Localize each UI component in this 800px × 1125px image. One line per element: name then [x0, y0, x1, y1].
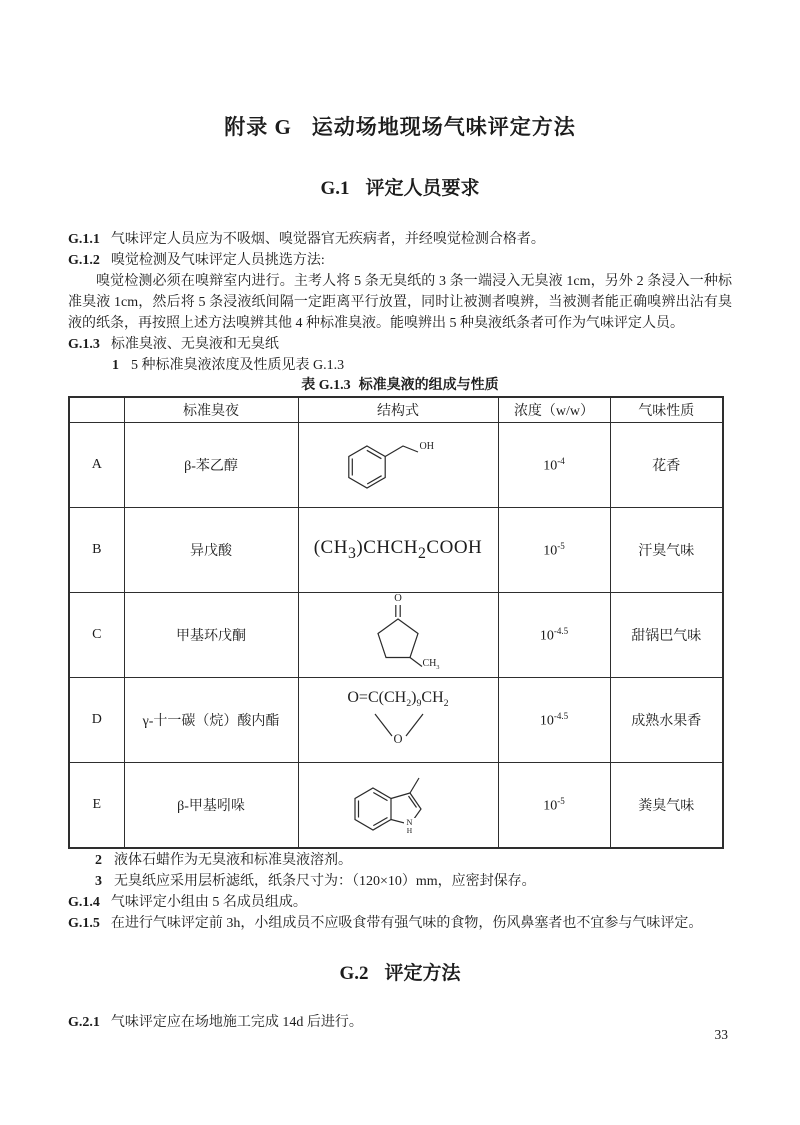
clause-g11-text: 气味评定人员应为不吸烟、嗅觉器官无疾病者，并经嗅觉检测合格者。	[110, 232, 545, 247]
list-item-1-text: 5 种标准臭液浓度及性质见表 G.1.3	[131, 358, 345, 373]
row-letter: A	[69, 423, 124, 508]
list-item-3-number: 3	[95, 874, 102, 889]
clause-g14-label: G.1.4	[68, 895, 100, 910]
table-row	[69, 763, 723, 849]
row-letter: E	[69, 763, 124, 849]
appendix-name: 运动场地现场气味评定方法	[311, 115, 576, 139]
row-letter: B	[69, 508, 124, 593]
row-odor: 汗臭气味	[610, 508, 723, 593]
list-item-3	[68, 871, 732, 892]
section-g1-body	[68, 229, 732, 376]
benzene-ring-drawing	[299, 423, 497, 507]
row-structure-cell	[298, 423, 498, 508]
row-odor: 花香	[610, 423, 723, 508]
row-odor: 粪臭气味	[610, 763, 723, 849]
row-odor: 甜锅巴气味	[610, 593, 723, 678]
row-letter: C	[69, 593, 124, 678]
nitrogen-label: N	[404, 818, 416, 827]
row-name: β-甲基吲哚	[124, 763, 298, 849]
clause-g12	[68, 250, 732, 271]
conc-exponent: -4	[557, 455, 565, 466]
row-concentration	[498, 423, 610, 508]
row-concentration	[498, 508, 610, 593]
row-structure-cell	[298, 593, 498, 678]
header-cell-blank	[69, 397, 124, 423]
clause-g15-text: 在进行气味评定前 3h，小组成员不应吸食带有强气味的食物，伤风鼻塞者也不宜参与气味评定。	[110, 916, 703, 931]
clause-g15	[68, 913, 732, 934]
conc-exponent: -5	[557, 795, 565, 806]
table-row	[69, 678, 723, 763]
cyclopentanone-ring-drawing	[299, 593, 497, 677]
list-item-3-text: 无臭纸应采用层析滤纸，纸条尺寸为：（120×10）mm，应密封保存。	[114, 874, 536, 889]
conc-base: 10	[539, 713, 554, 729]
methyl-label: $CH_3$	[422, 658, 440, 671]
row-name: 异戊酸	[124, 508, 298, 593]
row-structure-cell	[298, 678, 498, 763]
page-number: 33	[714, 1027, 728, 1042]
clause-g12-text: 嗅觉检测及气味评定人员挑选方法:	[110, 253, 325, 268]
clause-g13-text: 标准臭液、无臭液和无臭纸	[110, 337, 279, 352]
section-g2-heading	[68, 961, 732, 987]
conc-exponent: -4.5	[553, 625, 569, 636]
section-g1-heading	[68, 176, 732, 202]
clause-g21	[68, 1012, 732, 1033]
page-content	[68, 0, 732, 1033]
table-row	[69, 508, 723, 593]
clause-g11-label: G.1.1	[68, 232, 100, 247]
clause-g11	[68, 229, 732, 250]
row-name: γ-十一碳（烷）酸内酯	[124, 678, 298, 763]
table-caption	[68, 376, 732, 396]
structure-isovaleric-acid-formula: $(CH_3)CHCH_2COOH$	[313, 537, 483, 562]
list-item-2-number: 2	[95, 853, 102, 868]
header-cell-concentration: 浓度（w/w）	[498, 397, 610, 423]
standard-odor-table	[68, 396, 724, 849]
row-letter: D	[69, 678, 124, 763]
clause-g21-label: G.2.1	[68, 1015, 100, 1030]
clause-g12-paragraph: 嗅觉检测必须在嗅辩室内进行。主考人将 5 条无臭纸的 3 条一端浸入无臭液 1cm，另外 2 条浸入一种标准臭液 1cm，然后将 5 条浸液纸间隔一定距离平行放置，同时让被测者嗅辨，当被测者能正确嗅辨出沾有臭液的纸条，再按照上述方法嗅辨其他 4 种标准臭液。能嗅辨出 5 种臭液纸条者可作为气味评定人员。	[68, 274, 732, 331]
table-row	[69, 593, 723, 678]
conc-base: 10	[539, 628, 554, 644]
list-item-1	[68, 355, 732, 376]
conc-base: 10	[543, 543, 558, 559]
structure-skatole	[299, 763, 498, 847]
section-g2-body	[68, 1012, 732, 1033]
row-concentration	[498, 593, 610, 678]
table-header-row	[69, 397, 723, 423]
row-odor: 成熟水果香	[610, 678, 723, 763]
clause-g15-label: G.1.5	[68, 916, 100, 931]
table-caption-text: 标准臭液的组成与性质	[358, 378, 499, 393]
carbonyl-oxygen-label: O	[394, 593, 402, 604]
nh-hydrogen-label: H	[406, 826, 413, 835]
header-cell-odor-quality: 气味性质	[610, 397, 723, 423]
appendix-title	[68, 0, 732, 140]
structure-gamma-undecalactone	[299, 678, 498, 762]
appendix-label: 附录 G	[224, 115, 292, 139]
hydroxyl-label: OH	[419, 441, 434, 452]
indole-ring-drawing	[299, 763, 497, 847]
conc-exponent: -5	[557, 540, 565, 551]
section-g1-name: 评定人员要求	[365, 178, 480, 199]
section-g1-label: G.1	[320, 178, 350, 199]
clause-g21-text: 气味评定应在场地施工完成 14d 后进行。	[110, 1015, 363, 1030]
header-cell-standard-odor-liquid: 标准臭夜	[124, 397, 298, 423]
section-g2-label: G.2	[339, 963, 369, 984]
table-caption-label: 表 G.1.3	[301, 378, 351, 393]
conc-base: 10	[543, 798, 558, 814]
header-cell-structural-formula: 结构式	[298, 397, 498, 423]
row-name: β-苯乙醇	[124, 423, 298, 508]
lactone-chain-formula: $O=C(CH_2)_9CH_2$	[347, 689, 449, 710]
conc-exponent: -4.5	[553, 710, 569, 721]
structure-methylcyclopentanone	[299, 593, 498, 677]
row-structure-cell	[298, 508, 498, 593]
clause-g14	[68, 892, 732, 913]
row-structure-cell	[298, 763, 498, 849]
table-row	[69, 423, 723, 508]
section-g1-footer	[68, 850, 732, 934]
structure-phenylethyl-alcohol	[299, 423, 498, 507]
conc-base: 10	[543, 458, 558, 474]
clause-g12-label: G.1.2	[68, 253, 100, 268]
list-item-2-text: 液体石蜡作为无臭液和标准臭液溶剂。	[114, 853, 352, 868]
clause-g13	[68, 334, 732, 355]
clause-g14-text: 气味评定小组由 5 名成员组成。	[110, 895, 307, 910]
row-concentration	[498, 763, 610, 849]
row-concentration	[498, 678, 610, 763]
list-item-2	[68, 850, 732, 871]
ring-oxygen-label: O	[393, 732, 403, 746]
row-name: 甲基环戊酮	[124, 593, 298, 678]
section-g2-name: 评定方法	[384, 963, 461, 984]
list-item-1-number: 1	[112, 358, 119, 373]
clause-g13-label: G.1.3	[68, 337, 100, 352]
